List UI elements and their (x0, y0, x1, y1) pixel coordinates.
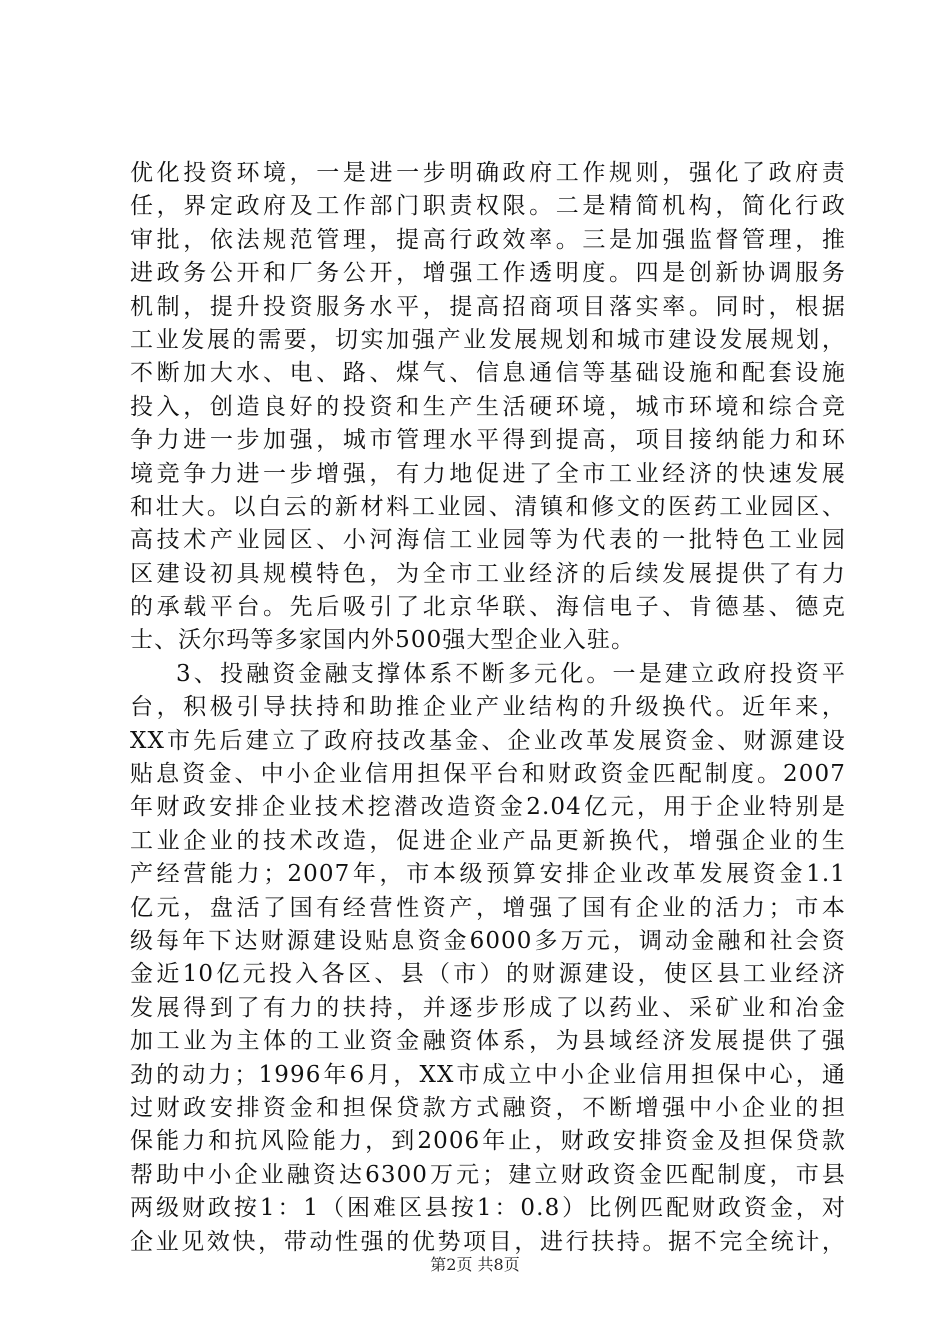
paragraph-start-line: 3、投融资金融支撑体系不断多元化。一是建立政府投资平 (176, 660, 846, 687)
page-number-footer: 第2页 共8页 (430, 1255, 520, 1274)
text-line: 加工业为主体的工业资金融资体系，为县域经济发展提供了强 (130, 1028, 846, 1055)
text-line: 境竞争力进一步增强，有力地促进了全市工业经济的快速发展 (130, 460, 846, 487)
text-line: 优化投资环境，一是进一步明确政府工作规则，强化了政府责 (130, 160, 846, 186)
text-line: 的承载平台。先后吸引了北京华联、海信电子、肯德基、德克 (130, 594, 846, 621)
text-line: 劲的动力；1996年6月，XX市成立中小企业信用担保中心，通 (130, 1061, 846, 1088)
text-line: 亿元，盘活了国有经营性资产，增强了国有企业的活力；市本 (130, 894, 846, 921)
text-line: 高技术产业园区、小河海信工业园等为代表的一批特色工业园 (130, 527, 846, 554)
text-line: 保能力和抗风险能力，到2006年止，财政安排资金及担保贷款 (130, 1128, 846, 1155)
text-line: 投入，创造良好的投资和生产生活硬环境，城市环境和综合竞 (130, 393, 846, 420)
text-line: 过财政安排资金和担保贷款方式融资，不断增强中小企业的担 (130, 1094, 846, 1121)
text-line: 区建设初具规模特色，为全市工业经济的后续发展提供了有力 (130, 560, 846, 587)
text-line: 帮助中小企业融资达6300万元；建立财政资金匹配制度，市县 (130, 1161, 846, 1188)
text-line: 审批，依法规范管理，提高行政效率。三是加强监督管理，推 (130, 226, 846, 253)
text-line: 不断加大水、电、路、煤气、信息通信等基础设施和配套设施 (130, 360, 846, 387)
text-line: 两级财政按1：1（困难区县按1：0.8）比例匹配财政资金，对 (130, 1195, 846, 1222)
text-line: 金近10亿元投入各区、县（市）的财源建设，使区县工业经济 (130, 961, 846, 988)
text-line: 级每年下达财源建设贴息资金6000多万元，调动金融和社会资 (130, 927, 846, 954)
text-line: 和壮大。以白云的新材料工业园、清镇和修文的医药工业园区、 (130, 493, 846, 520)
text-line: 贴息资金、中小企业信用担保平台和财政资金匹配制度。2007 (130, 761, 846, 788)
text-line: 争力进一步加强，城市管理水平得到提高，项目接纳能力和环 (130, 427, 846, 454)
text-line: 年财政安排企业技术挖潜改造资金2.04亿元，用于企业特别是 (130, 794, 846, 821)
text-line: 士、沃尔玛等多家国内外500强大型企业入驻。 (130, 627, 636, 654)
text-line: 台，积极引导扶持和助推企业产业结构的升级换代。近年来， (130, 694, 846, 721)
text-line: 工业企业的技术改造，促进企业产品更新换代，增强企业的生 (130, 827, 846, 854)
text-line: 发展得到了有力的扶持，并逐步形成了以药业、采矿业和冶金 (130, 994, 846, 1021)
text-line: 机制，提升投资服务水平，提高招商项目落实率。同时，根据 (130, 293, 846, 320)
body-text (130, 157, 846, 1259)
text-line: 产经营能力；2007年，市本级预算安排企业改革发展资金1.1 (130, 861, 846, 888)
text-line: 任，界定政府及工作部门职责权限。二是精简机构，简化行政 (130, 193, 846, 220)
text-line: 工业发展的需要，切实加强产业发展规划和城市建设发展规划， (130, 326, 846, 353)
text-line: 进政务公开和厂务公开，增强工作透明度。四是创新协调服务 (130, 260, 846, 287)
text-line: 企业见效快，带动性强的优势项目，进行扶持。据不完全统计， (130, 1228, 846, 1255)
text-line: XX市先后建立了政府技改基金、企业改革发展资金、财源建设 (130, 727, 846, 754)
